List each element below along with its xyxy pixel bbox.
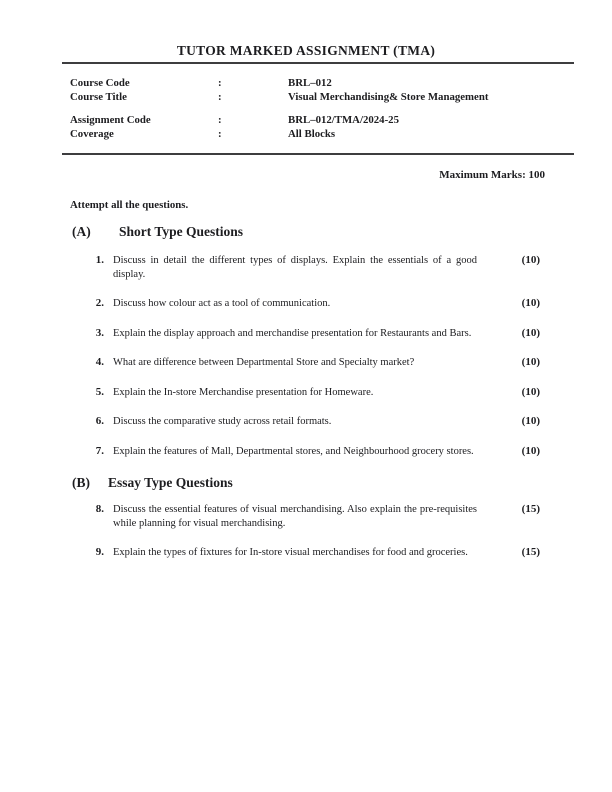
assignment-code-value: BRL–012/TMA/2024-25 (288, 114, 399, 126)
coverage-value: All Blocks (288, 128, 336, 140)
course-title-value: Visual Merchandising& Store Management (288, 91, 489, 103)
question-row-7 (70, 445, 545, 459)
question-1-marks: (10) (521, 254, 540, 266)
course-row-code (70, 76, 574, 90)
question-8-number: 8. (95, 503, 104, 515)
question-row-6 (70, 415, 545, 429)
coverage-label: Coverage (70, 128, 114, 140)
question-5-number: 5. (95, 385, 104, 398)
question-4-text: What are difference between Departmental Store and Specialty market? (113, 357, 415, 368)
question-3-marks: (10) (521, 326, 540, 339)
course-code-separator: : (218, 77, 222, 89)
question-8-marks: (15) (521, 503, 540, 515)
question-7-text: Explain the features of Mall, Departmental stores, and Neighbourhood grocery stores. (113, 445, 474, 457)
section-b-label: (B) (72, 475, 90, 490)
question-8-text: Discuss the essential features of visual merchandising. Also explain the pre-requisites while planning for visual merchandising. (113, 504, 477, 529)
section-a-heading (72, 223, 612, 240)
course-title-label: Course Title (70, 91, 127, 103)
section-b-questions (0, 503, 612, 560)
question-9-text: Explain the types of fixtures for In-store visual merchandises for food and groceries. (113, 547, 468, 558)
question-2-number: 2. (95, 297, 104, 309)
assignment-code-label: Assignment Code (70, 114, 151, 126)
course-row-title (70, 90, 574, 104)
course-row-coverage (70, 127, 574, 141)
question-1-number: 1. (95, 254, 104, 266)
instruction-text: Attempt all the questions. (70, 199, 189, 211)
coverage-separator: : (218, 128, 222, 140)
question-row-3 (70, 327, 545, 341)
question-9-marks: (15) (521, 546, 540, 558)
question-9-number: 9. (95, 546, 104, 558)
course-info-table (62, 64, 574, 155)
section-a-label: (A) (72, 224, 91, 239)
question-5-marks: (10) (521, 385, 540, 398)
section-a-title: Short Type Questions (119, 224, 244, 239)
question-row-8 (70, 503, 545, 530)
question-4-marks: (10) (521, 356, 540, 368)
course-code-value: BRL–012 (288, 77, 332, 89)
assignment-code-separator: : (218, 114, 222, 126)
question-row-2 (70, 297, 545, 311)
question-row-9 (70, 546, 545, 560)
question-7-marks: (10) (521, 444, 540, 457)
question-6-marks: (10) (521, 415, 540, 427)
course-title-separator: : (218, 91, 222, 103)
course-code-label: Course Code (70, 77, 130, 89)
section-a-questions (0, 254, 612, 458)
maximum-marks: Maximum Marks: 100 (439, 169, 545, 181)
section-b-heading (72, 474, 612, 491)
question-row-4 (70, 356, 545, 370)
page-title: TUTOR MARKED ASSIGNMENT (TMA) (176, 43, 436, 58)
question-3-text: Explain the display approach and merchandise presentation for Restaurants and Bars. (113, 327, 472, 339)
question-5-text: Explain the In-store Merchandise presentation for Homeware. (113, 386, 374, 398)
question-3-number: 3. (95, 326, 104, 339)
question-6-text: Discuss the comparative study across retail formats. (113, 416, 332, 427)
question-7-number: 7. (95, 444, 104, 457)
question-row-1 (70, 254, 545, 281)
question-row-5 (70, 386, 545, 400)
section-b-title: Essay Type Questions (108, 475, 233, 490)
question-2-marks: (10) (521, 297, 540, 309)
question-6-number: 6. (95, 415, 104, 427)
question-1-text: Discuss in detail the different types of displays. Explain the essentials of a good display. (113, 255, 477, 280)
question-2-text: Discuss how colour act as a tool of communication. (113, 298, 331, 309)
course-row-assignment-code (70, 113, 574, 127)
question-4-number: 4. (95, 356, 104, 368)
